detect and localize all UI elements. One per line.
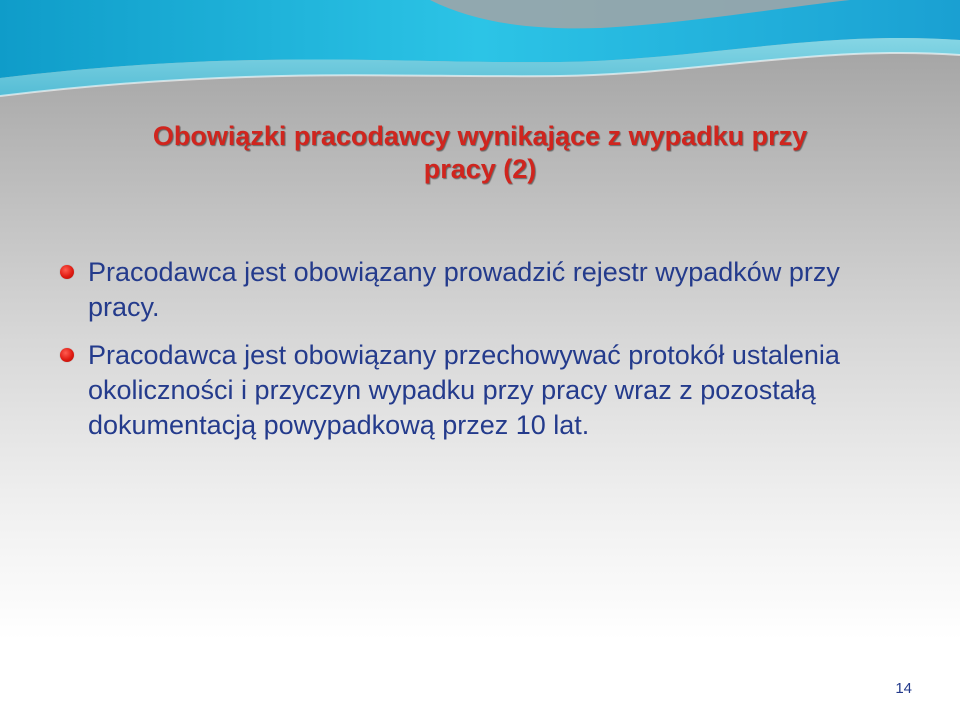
bullet-item bbox=[58, 255, 918, 325]
slide-title-line-2: pracy (2) bbox=[423, 154, 537, 184]
page-number: 14 bbox=[895, 680, 912, 697]
bullet-text: Pracodawca jest obowiązany prowadzić rejestr wypadków przy pracy. bbox=[88, 257, 840, 322]
bullet-dot-icon bbox=[60, 348, 74, 362]
bullet-dot-icon bbox=[60, 265, 74, 279]
bullet-list bbox=[58, 255, 918, 456]
slide-title bbox=[60, 120, 900, 186]
decorative-wave-banner bbox=[0, 0, 960, 120]
bullet-text: Pracodawca jest obowiązany przechowywać protokół ustalenia okoliczności i przyczyn wypadku przy pracy wraz z pozostałą dokumentacją powypadkową przez 10 lat. bbox=[88, 340, 840, 440]
slide-title-line-1: Obowiązki pracodawcy wynikające z wypadku przy bbox=[152, 121, 808, 151]
bullet-item bbox=[58, 338, 918, 443]
